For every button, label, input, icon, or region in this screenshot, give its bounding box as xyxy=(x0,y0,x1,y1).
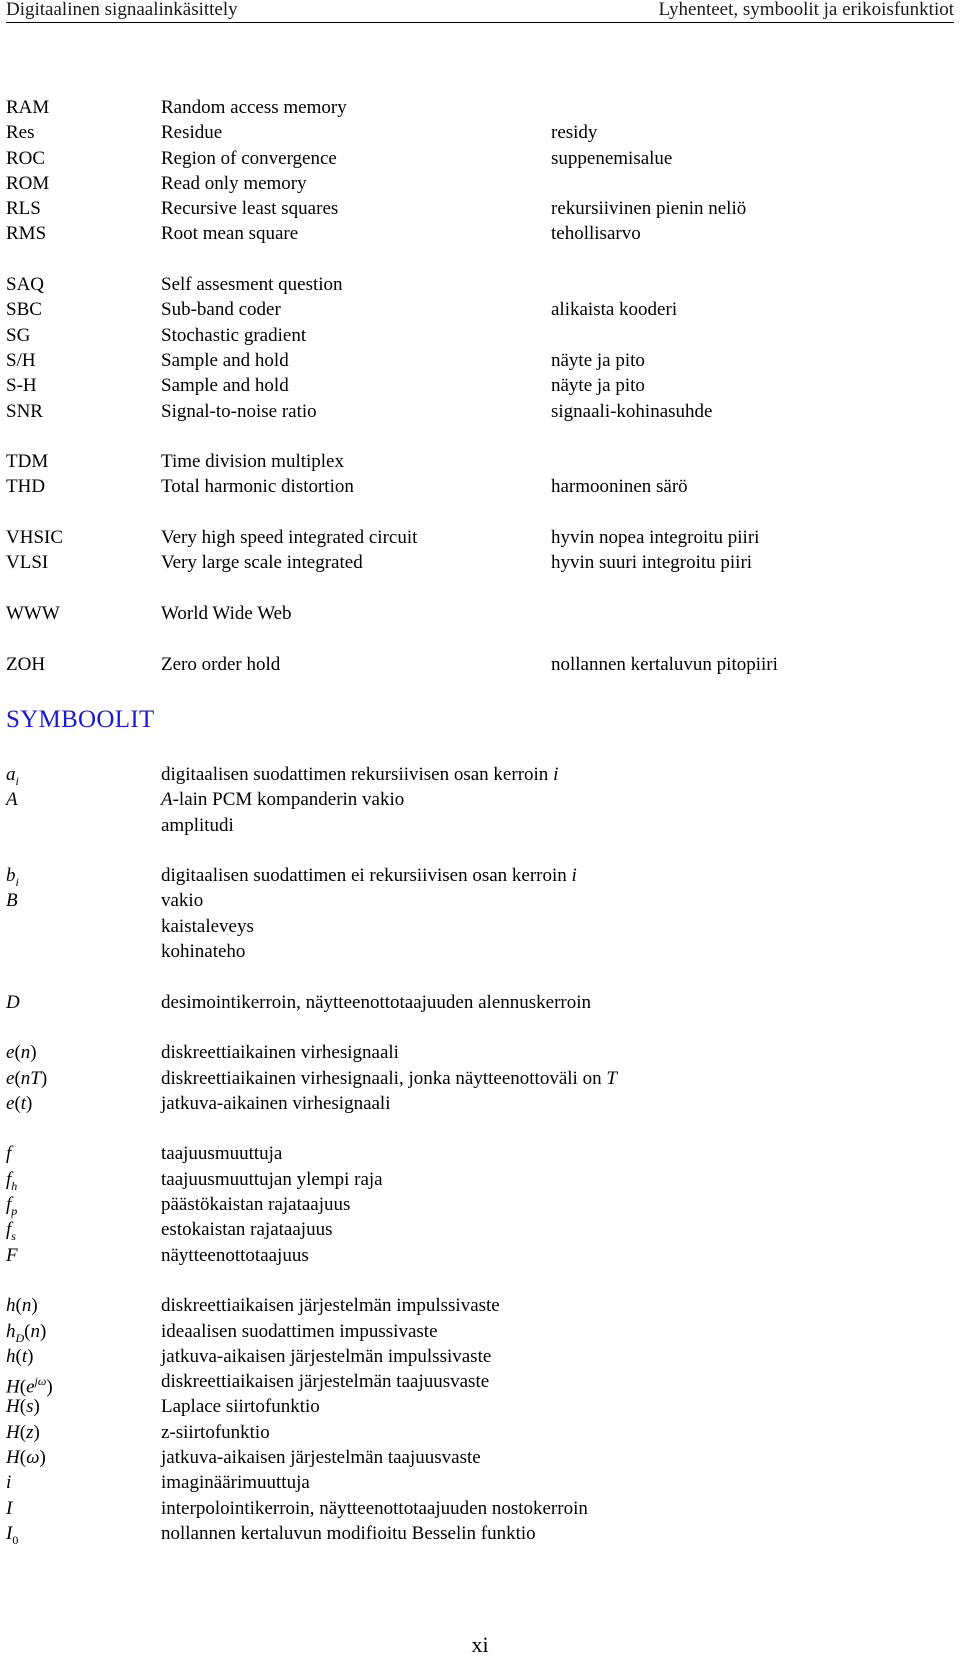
symbol-description: diskreettiaikaisen järjestelmän impulssivaste xyxy=(161,1295,500,1317)
symbol-description: amplitudi xyxy=(161,814,234,836)
symbol-description: näytteenottotaajuus xyxy=(161,1244,309,1266)
symbols-section-title: SYMBOOLIT xyxy=(6,706,155,733)
symbol-row xyxy=(6,1344,946,1369)
symbol-description: interpolointikerroin, näytteenottotaajuuden nostokerroin xyxy=(161,1497,588,1519)
abbreviation: ROC xyxy=(6,147,46,169)
symbol-row xyxy=(6,787,946,812)
abbreviation-row xyxy=(6,550,946,575)
finnish-term: signaali-kohinasuhde xyxy=(551,400,713,422)
row-gap xyxy=(6,1015,946,1040)
abbreviation: SAQ xyxy=(6,274,45,296)
symbol: i xyxy=(6,1472,12,1494)
english-term: Zero order hold xyxy=(161,653,281,675)
symbol: $H(e^{j\omega})$ xyxy=(6,1374,53,1398)
symbol-description: vakio xyxy=(161,890,204,912)
symbol: $b_i$ xyxy=(6,865,19,889)
row-gap xyxy=(6,576,946,601)
abbreviation: S-H xyxy=(6,375,37,397)
finnish-term: hyvin nopea integroitu piiri xyxy=(551,527,760,549)
finnish-term: harmooninen särö xyxy=(551,476,688,498)
english-term: Total harmonic distortion xyxy=(161,476,354,498)
symbol-description: jatkuva-aikaisen järjestelmän taajuusvaste xyxy=(161,1447,481,1469)
finnish-term: tehollisarvo xyxy=(551,223,641,245)
abbreviation-row xyxy=(6,373,946,398)
abbreviation-row xyxy=(6,196,946,221)
abbreviation-row xyxy=(6,474,946,499)
abbreviation: THD xyxy=(6,476,46,498)
symbol-row xyxy=(6,914,946,939)
abbreviation: SNR xyxy=(6,400,43,422)
abbreviation-row xyxy=(6,348,946,373)
symbol-row xyxy=(6,1420,946,1445)
symbol-description: diskreettiaikainen virhesignaali, jonka näytteenottoväli on T xyxy=(161,1067,617,1089)
symbol-row xyxy=(6,1167,946,1192)
symbol-row xyxy=(6,1293,946,1318)
symbol-row xyxy=(6,990,946,1015)
symbol-row xyxy=(6,1217,946,1242)
symbol: f xyxy=(6,1143,12,1165)
symbol-row xyxy=(6,1066,946,1091)
symbol-description: diskreettiaikaisen järjestelmän taajuusvaste xyxy=(161,1371,490,1393)
symbol-description: taajuusmuuttuja xyxy=(161,1143,283,1165)
row-gap xyxy=(6,964,946,989)
abbreviation: WWW xyxy=(6,602,60,624)
symbol-row xyxy=(6,813,946,838)
finnish-term: näyte ja pito xyxy=(551,349,645,371)
symbol: D xyxy=(6,991,20,1013)
row-gap xyxy=(6,1268,946,1293)
symbol-description: estokaistan rajataajuus xyxy=(161,1219,333,1241)
symbol: h(t) xyxy=(6,1345,34,1367)
symbol-description: digitaalisen suodattimen rekursiivisen osan kerroin i xyxy=(161,764,559,785)
abbreviation-row xyxy=(6,601,946,626)
abbreviation-row xyxy=(6,221,946,246)
english-term: Random access memory xyxy=(161,97,347,118)
symbol-description: jatkuva-aikainen virhesignaali xyxy=(161,1092,391,1114)
symbol-description: kohinateho xyxy=(161,941,246,963)
symbol-description: taajuusmuuttujan ylempi raja xyxy=(161,1168,383,1190)
symbol-row xyxy=(6,1369,946,1398)
symbol: B xyxy=(6,890,18,912)
symbol: I xyxy=(6,1497,13,1519)
row-gap xyxy=(6,247,946,272)
symbol-row xyxy=(6,1445,946,1470)
header-book-title: Digitaalinen signaalinkäsittely xyxy=(6,0,238,20)
english-term: Self assesment question xyxy=(161,274,343,296)
page-number: xi xyxy=(471,1632,489,1657)
symbol-description: A-lain PCM kompanderin vakio xyxy=(161,789,405,811)
symbol-row xyxy=(6,1496,946,1521)
symbol-description: z-siirtofunktio xyxy=(161,1421,270,1443)
symbol: $f_h$ xyxy=(6,1168,18,1193)
abbreviation-row xyxy=(6,323,946,348)
symbol-description: desimointikerroin, näytteenottotaajuuden alennuskerroin xyxy=(161,991,592,1013)
header-chapter-title: Lyhenteet, symboolit ja erikoisfunktiot xyxy=(658,0,954,20)
row-gap xyxy=(6,1116,946,1141)
symbol-row xyxy=(6,939,946,964)
row-gap xyxy=(6,424,946,449)
english-term: Read only memory xyxy=(161,172,307,194)
english-term: Sub-band coder xyxy=(161,299,281,321)
symbol: $h_D(n)$ xyxy=(6,1320,47,1345)
symbol: F xyxy=(6,1244,18,1266)
symbol-row xyxy=(6,1319,946,1344)
english-term: Sample and hold xyxy=(161,375,289,397)
symbol-description: päästökaistan rajataajuus xyxy=(161,1194,351,1216)
abbreviation: S/H xyxy=(6,349,36,371)
english-term: Very high speed integrated circuit xyxy=(161,527,418,549)
symbol-description: kaistaleveys xyxy=(161,915,254,937)
row-gap xyxy=(6,626,946,651)
symbol: $a_i$ xyxy=(6,764,19,788)
english-term: Very large scale integrated xyxy=(161,552,363,574)
english-term: Time division multiplex xyxy=(161,451,344,473)
symbol: H(s) xyxy=(6,1396,40,1418)
abbreviation: RAM xyxy=(6,97,50,118)
symbol-description: Laplace siirtofunktio xyxy=(161,1396,320,1418)
english-term: Recursive least squares xyxy=(161,198,339,220)
finnish-term: nollannen kertaluvun pitopiiri xyxy=(551,653,778,675)
abbreviation-row xyxy=(6,399,946,424)
symbol-list xyxy=(6,762,946,1546)
english-term: Root mean square xyxy=(161,223,299,245)
abbreviation: ROM xyxy=(6,172,50,194)
finnish-term: alikaista kooderi xyxy=(551,299,678,321)
abbreviation: VLSI xyxy=(6,552,49,574)
symbol: A xyxy=(6,789,18,811)
abbreviation: VHSIC xyxy=(6,527,64,549)
english-term: World Wide Web xyxy=(161,602,292,624)
row-gap xyxy=(6,838,946,863)
abbreviation: RLS xyxy=(6,198,41,220)
symbol-row xyxy=(6,1521,946,1546)
english-term: Sample and hold xyxy=(161,349,289,371)
symbol-row xyxy=(6,1192,946,1217)
abbreviation-row xyxy=(6,171,946,196)
abbreviation: Res xyxy=(6,122,35,144)
finnish-term: residy xyxy=(551,122,598,144)
symbol-description: imaginäärimuuttuja xyxy=(161,1472,310,1494)
abbreviation-row xyxy=(6,120,946,145)
symbol-description: diskreettiaikainen virhesignaali xyxy=(161,1042,399,1064)
abbreviation-row xyxy=(6,525,946,550)
symbol: e(nT) xyxy=(6,1067,48,1089)
abbreviation: RMS xyxy=(6,223,47,245)
symbol-description: jatkuva-aikaisen järjestelmän impulssivaste xyxy=(161,1345,492,1367)
symbol: e(t) xyxy=(6,1092,33,1114)
english-term: Signal-to-noise ratio xyxy=(161,400,317,422)
abbreviation-row xyxy=(6,146,946,171)
abbreviation: ZOH xyxy=(6,653,46,675)
symbol-description: digitaalisen suodattimen ei rekursiivisen osan kerroin i xyxy=(161,865,577,887)
english-term: Stochastic gradient xyxy=(161,324,307,346)
running-header xyxy=(6,0,954,23)
symbol: H(z) xyxy=(6,1421,40,1443)
finnish-term: rekursiivinen pienin neliö xyxy=(551,198,747,220)
english-term: Region of convergence xyxy=(161,147,337,169)
row-gap xyxy=(6,500,946,525)
abbreviation: TDM xyxy=(6,451,49,473)
symbol-row xyxy=(6,863,946,888)
abbreviation-list xyxy=(6,95,946,677)
abbreviation-row xyxy=(6,297,946,322)
symbol: H(ω) xyxy=(6,1447,46,1469)
finnish-term: suppenemisalue xyxy=(551,147,673,169)
abbreviation-row xyxy=(6,449,946,474)
finnish-term: hyvin suuri integroitu piiri xyxy=(551,552,753,574)
symbol-row xyxy=(6,1470,946,1495)
abbreviation-row xyxy=(6,652,946,677)
finnish-term: näyte ja pito xyxy=(551,375,645,397)
symbol-row xyxy=(6,888,946,913)
symbol-description: ideaalisen suodattimen impussivaste xyxy=(161,1320,438,1342)
symbol-row xyxy=(6,1243,946,1268)
symbol: $I_0$ xyxy=(6,1522,19,1547)
symbol: h(n) xyxy=(6,1295,38,1317)
abbreviation: SBC xyxy=(6,299,42,321)
symbol: $f_s$ xyxy=(6,1219,16,1244)
english-term: Residue xyxy=(161,122,223,144)
symbol-row xyxy=(6,1141,946,1166)
symbol-row xyxy=(6,1394,946,1419)
abbreviation-row xyxy=(6,272,946,297)
symbol: e(n) xyxy=(6,1042,37,1064)
abbreviation: SG xyxy=(6,324,31,346)
abbreviation-row xyxy=(6,95,946,120)
symbol-row xyxy=(6,1040,946,1065)
symbol-row xyxy=(6,1091,946,1116)
symbol: $f_p$ xyxy=(6,1194,18,1218)
symbol-description: nollannen kertaluvun modifioitu Besselin funktio xyxy=(161,1522,536,1544)
symbol-row xyxy=(6,762,946,787)
